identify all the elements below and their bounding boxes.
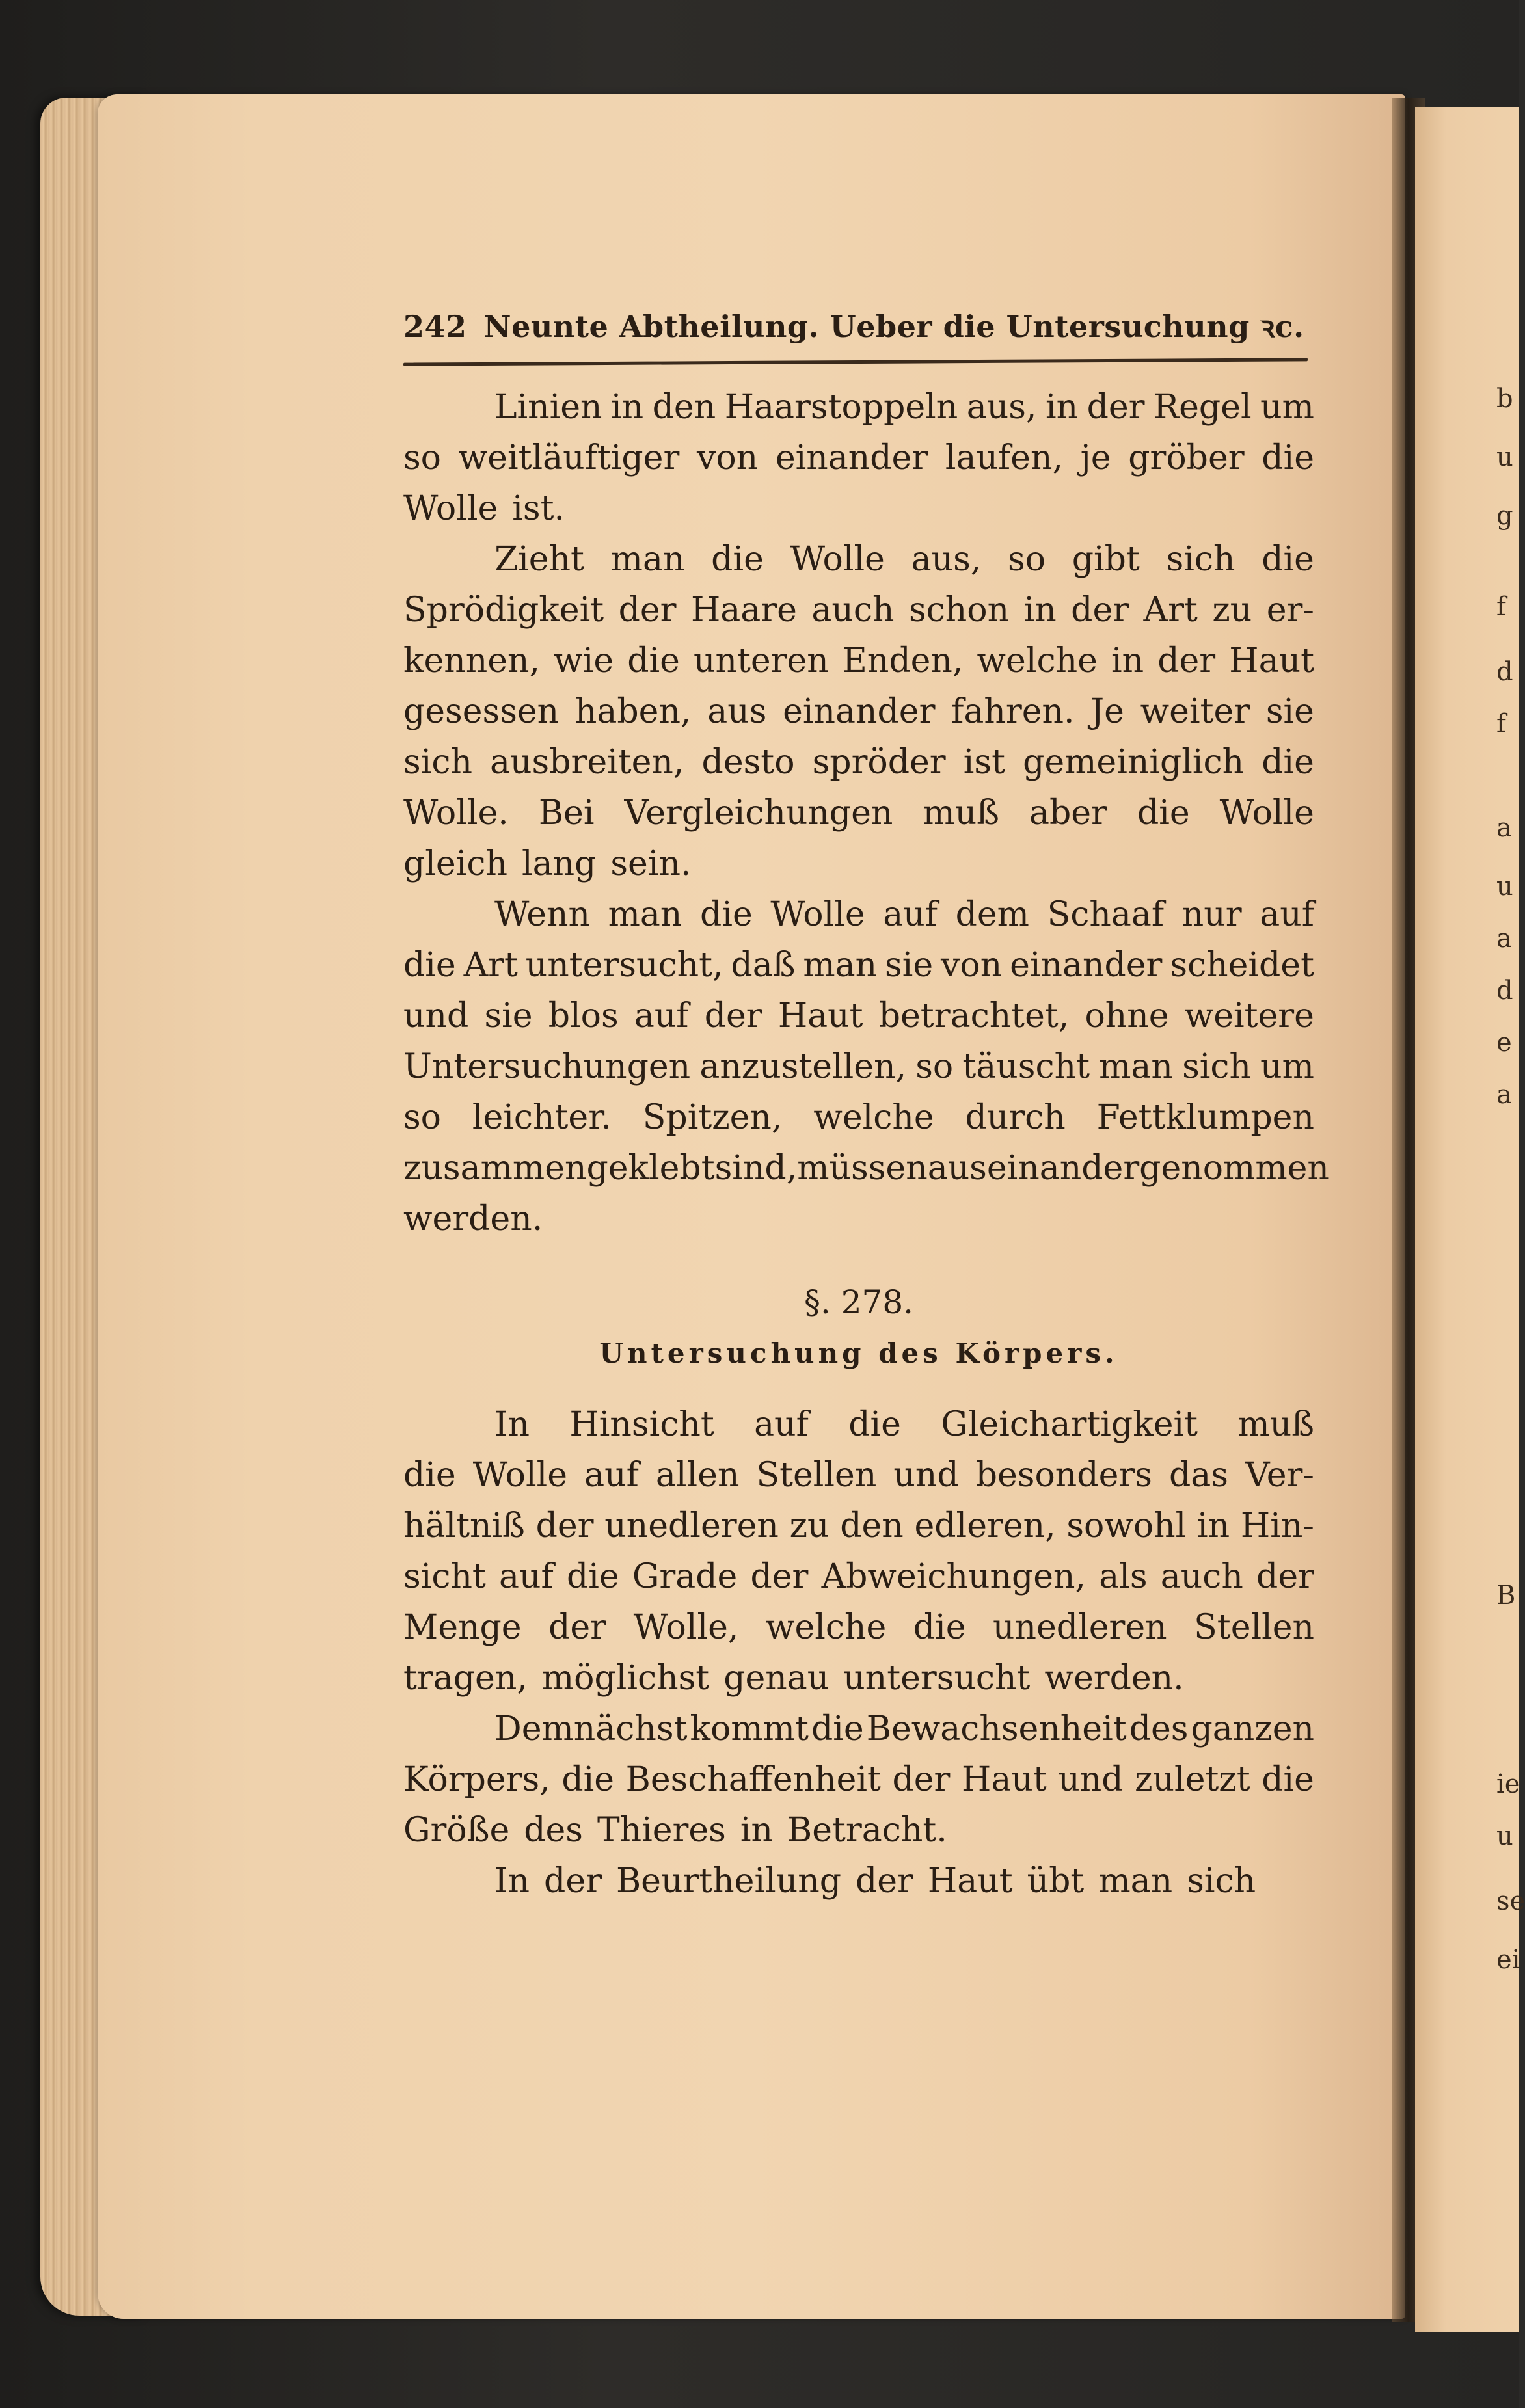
text-line: werden. [403, 1199, 543, 1238]
text-line: Sprödigkeit der Haare auch schon in der Art zu er- [403, 591, 1314, 630]
section-title: Untersuchung des Körpers. [599, 1337, 1118, 1369]
text-line: sich ausbreiten, desto spröder ist gemeiniglich die [403, 743, 1314, 782]
text-line: In Hinsicht auf die Gleichartigkeit muß [494, 1405, 1314, 1444]
text-line: Linien in den Haarstoppeln aus, in der Regel um [494, 388, 1314, 427]
right-page-fragment: se [1496, 1886, 1525, 1916]
section-heading [403, 1277, 1314, 1380]
text-block [403, 306, 1329, 1906]
text-line: so weitläuftiger von einander laufen, je gröber die [403, 438, 1314, 477]
right-page-fragment: u [1496, 1821, 1513, 1851]
right-page-fragment: e [1496, 1028, 1512, 1058]
body-paragraphs [403, 382, 1329, 1244]
right-page-sliver [1415, 107, 1519, 2332]
right-page-fragment: a [1496, 1080, 1512, 1110]
right-page-fragment: u [1496, 872, 1513, 902]
text-line: gleich lang sein. [403, 844, 692, 883]
right-page-fragment: f [1496, 709, 1506, 739]
right-page-fragment: ei [1496, 1945, 1520, 1975]
text-line: Untersuchungen anzustellen, so täuscht man sich um [403, 1047, 1314, 1086]
text-line: kennen, wie die unteren Enden, welche in der Haut [403, 641, 1314, 680]
running-title: Neunte Abtheilung. Ueber die Untersuchung ꝛc. [483, 309, 1304, 344]
text-line: Zieht man die Wolle aus, so gibt sich die [494, 540, 1314, 579]
text-line: sicht auf die Grade der Abweichungen, als auch der [403, 1557, 1314, 1596]
right-page-fragment: f [1496, 592, 1506, 622]
text-line: und sie blos auf der Haut betrachtet, ohne weitere [403, 997, 1314, 1036]
text-line: Wenn man die Wolle auf dem Schaaf nur auf [494, 895, 1314, 934]
text-line: In der Beurtheilung der Haut übt man sich [494, 1862, 1256, 1901]
text-line: gesessen haben, aus einander fahren. Je weiter sie [403, 692, 1314, 731]
right-page-fragment: d [1496, 976, 1513, 1006]
text-line: Demnächst kommt die Bewachsenheit des ganzen [494, 1709, 1314, 1748]
section-number: §. 278. [803, 1283, 914, 1321]
text-line: die Art untersucht, daß man sie von einander scheidet [403, 946, 1314, 985]
text-line: die Wolle auf allen Stellen und besonders das Ver- [403, 1456, 1314, 1495]
right-page-fragment: g [1496, 501, 1513, 531]
right-page-fragment: ie [1496, 1769, 1520, 1799]
right-page-fragment: a [1496, 813, 1512, 843]
right-page-fragment: B [1496, 1581, 1516, 1611]
text-line: Wolle ist. [403, 489, 565, 528]
text-line: zusammengeklebt sind, müssen auseinander genommen [403, 1149, 1329, 1188]
right-page-fragment: u [1496, 442, 1513, 472]
right-page-fragment: b [1496, 384, 1513, 414]
right-page-fragment: a [1496, 924, 1512, 954]
running-head [403, 306, 1314, 346]
text-line: so leichter. Spitzen, welche durch Fettklumpen [403, 1098, 1314, 1137]
text-line: Menge der Wolle, welche die unedleren Stellen [403, 1608, 1314, 1647]
text-line: Größe des Thieres in Betracht. [403, 1811, 947, 1850]
text-line: hältniß der unedleren zu den edleren, sowohl in Hin- [403, 1506, 1314, 1545]
header-rule [403, 358, 1308, 366]
page-number: 242 [403, 309, 467, 344]
right-page-fragment: d [1496, 657, 1513, 687]
text-line: Körpers, die Beschaffenheit der Haut und zuletzt die [403, 1760, 1314, 1799]
section-paragraphs [403, 1399, 1314, 1906]
text-line: tragen, möglichst genau untersucht werden. [403, 1659, 1184, 1698]
text-line: Wolle. Bei Vergleichungen muß aber die Wolle [403, 794, 1314, 833]
